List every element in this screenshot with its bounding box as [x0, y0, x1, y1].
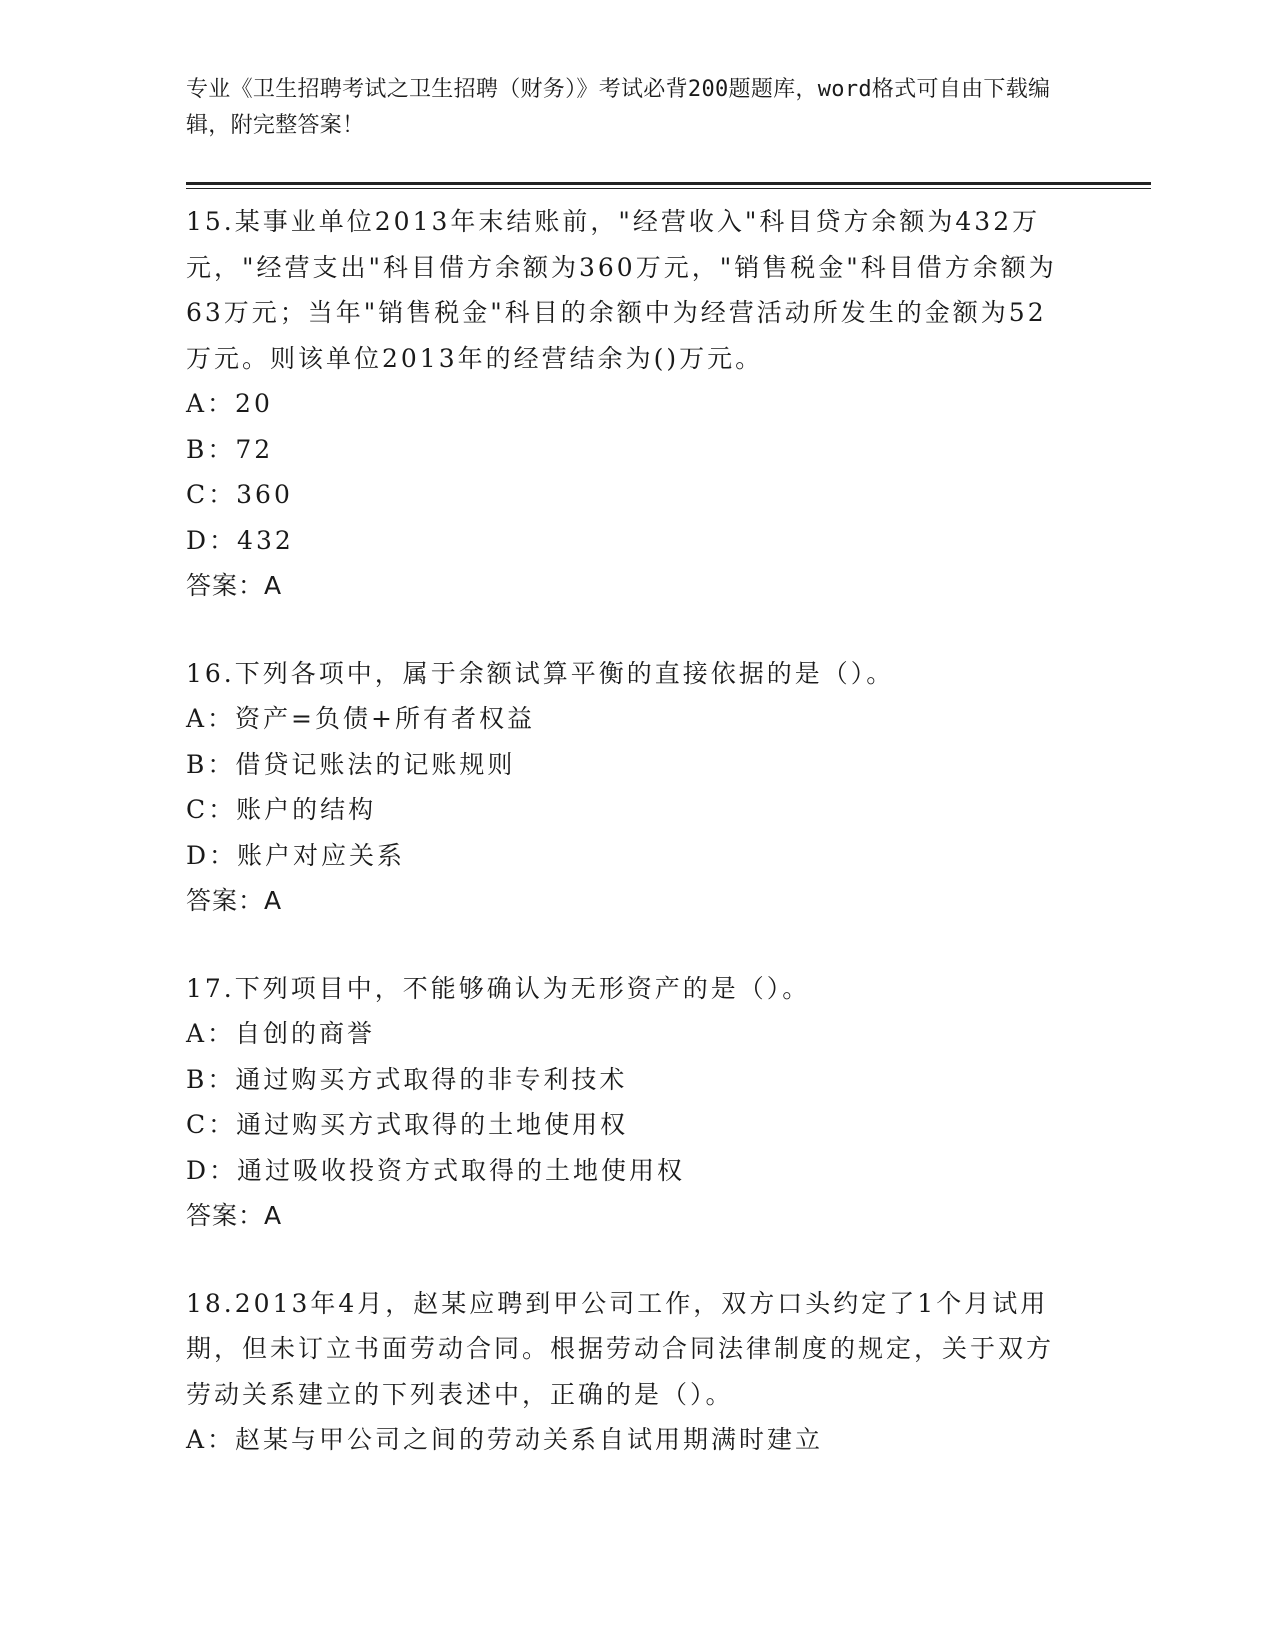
question-spacer [186, 924, 1151, 966]
option-d: D：432 [186, 525, 294, 555]
option-c: C：360 [186, 480, 293, 509]
question-text: 16.下列各项中，属于余额试算平衡的直接依据的是（）。 [186, 658, 895, 688]
question-text: 15.某事业单位2013年末结账前，"经营收入"科目贷方余额为432万元，"经营支出"科目借方余额为360万元，"销售税金"科目借方余额为63万元；当年"销售税金"科目的余额中为经营活动所发生的金额为52万元。则该单位2013年的经营结余为()万元。 [186, 207, 1057, 373]
answer: 答案：A [186, 571, 283, 600]
question-spacer [186, 1239, 1151, 1281]
option-b: B：借贷记账法的记账规则 [186, 749, 516, 779]
document-header: 专业《卫生招聘考试之卫生招聘（财务）》考试必背200题题库，word格式可自由下载编辑，附完整答案！ [186, 77, 1051, 138]
question-spacer [186, 609, 1151, 651]
option-a: A：自创的商誉 [186, 1019, 376, 1048]
option-a: A：20 [186, 389, 273, 418]
question-text: 18.2013年4月，赵某应聘到甲公司工作，双方口头约定了1个月试用期，但未订立书面劳动合同。根据劳动合同法律制度的规定，关于双方劳动关系建立的下列表述中，正确的是（）。 [186, 1288, 1055, 1409]
option-b: B：72 [186, 434, 274, 464]
option-a: A：资产=负债+所有者权益 [186, 704, 535, 733]
document-page [186, 72, 1151, 1463]
question-16 [186, 651, 1151, 924]
option-d: D：账户对应关系 [186, 840, 406, 870]
answer: 答案：A [186, 886, 283, 915]
header-divider-thin [186, 188, 1151, 189]
question-text: 17.下列项目中，不能够确认为无形资产的是（）。 [186, 973, 811, 1003]
option-b: B：通过购买方式取得的非专利技术 [186, 1064, 628, 1094]
question-18 [186, 1281, 1151, 1463]
option-c: C：账户的结构 [186, 795, 377, 824]
option-a: A：赵某与甲公司之间的劳动关系自试用期满时建立 [186, 1425, 824, 1454]
option-d: D：通过吸收投资方式取得的土地使用权 [186, 1155, 686, 1185]
option-c: C：通过购买方式取得的土地使用权 [186, 1110, 629, 1139]
answer: 答案：A [186, 1201, 283, 1230]
question-17 [186, 966, 1151, 1239]
question-15 [186, 199, 1151, 609]
question-list [186, 199, 1151, 1463]
header-divider [186, 182, 1151, 185]
